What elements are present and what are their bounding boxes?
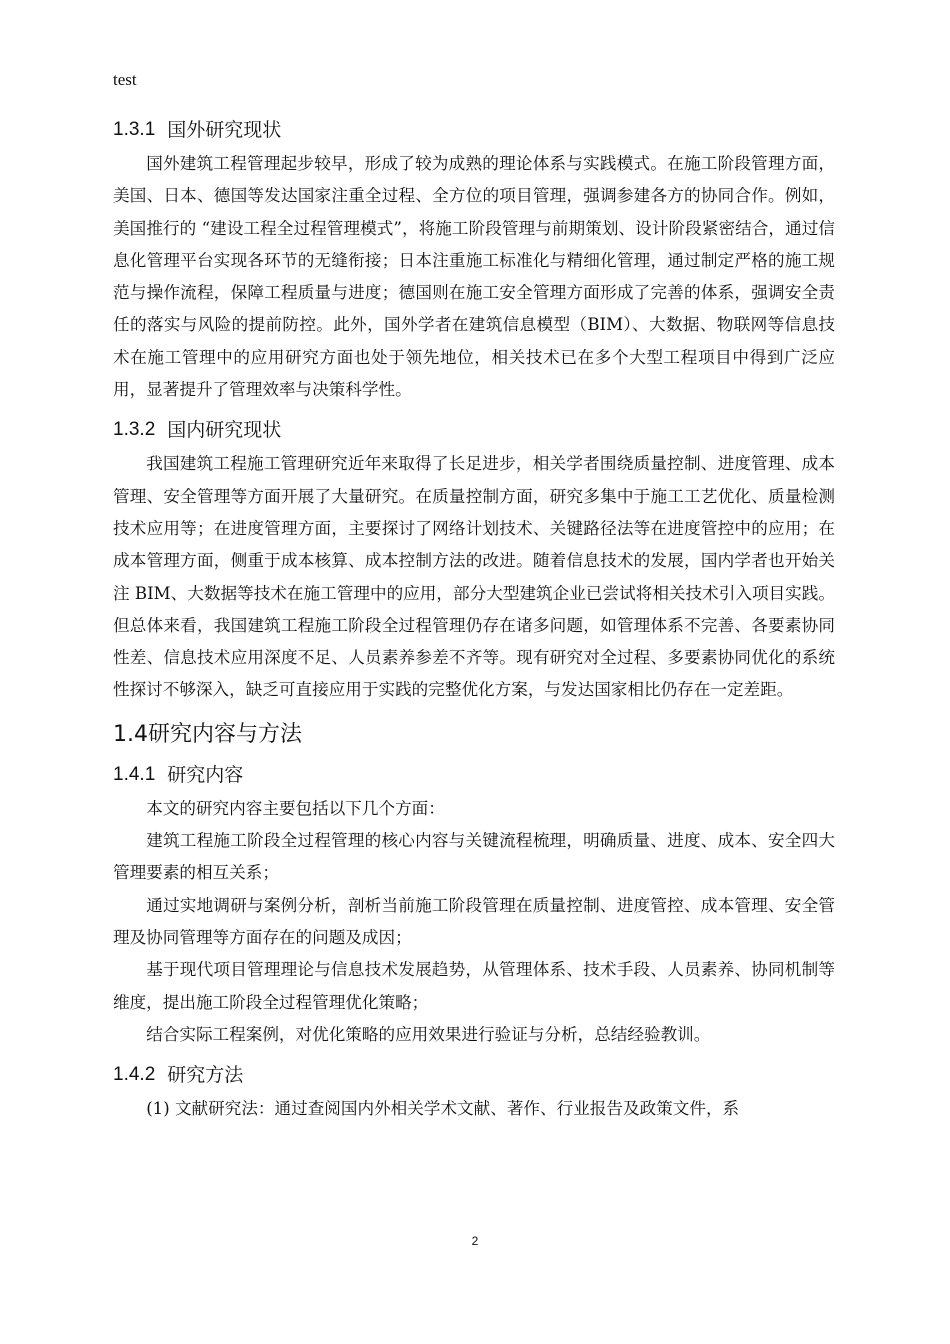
heading-title: 国内研究现状	[167, 419, 282, 442]
list-item: 建筑工程施工阶段全过程管理的核心内容与关键流程梳理，明确质量、进度、成本、安全四大管理要素的相互关系；	[113, 831, 835, 883]
heading-1-4: 1.4研究内容与方法	[113, 721, 302, 747]
heading-1-4-2	[113, 1057, 835, 1093]
heading-number: 1.3.1	[113, 119, 156, 140]
header-text: test	[113, 70, 137, 89]
document-body	[113, 112, 835, 1125]
heading-number: 1.4.2	[113, 1064, 156, 1086]
heading-number: 1.3.2	[113, 419, 156, 441]
list-item: 结合实际工程案例，对优化策略的应用效果进行验证与分析，总结经验教训。	[146, 1024, 711, 1044]
paragraph-domestic-research: 我国建筑工程施工管理研究近年来取得了长足进步，相关学者围绕质量控制、进度管理、成本管理、安全管理等方面开展了大量研究。在质量控制方面，研究多集中于施工工艺优化、质量检测技术应用等；在进度管理方面，主要探讨了网络计划技术、关键路径法等在进度管控中的应用；在成本管理方面，侧重于成本核算、成本控制方法的改进。随着信息技术的发展，国内学者也开始关注 BIM、大数据等技术在施工管理中的应用，部分大型建筑企业已尝试将相关技术引入项目实践。但总体来看，我国建筑工程施工阶段全过程管理仍存在诸多问题，如管理体系不完善、各要素协同性差、信息技术应用深度不足、人员素养参差不齐等。现有研究对全过程、多要素协同优化的系统性探讨不够深入，缺乏可直接应用于实践的完整优化方案，与发达国家相比仍存在一定差距。	[113, 454, 835, 700]
heading-title: 研究内容	[167, 763, 244, 786]
page-number: 2	[471, 1234, 479, 1248]
heading-1-3-1	[113, 112, 835, 148]
heading-title: 国外研究现状	[167, 119, 282, 141]
paragraph-research-intro: 本文的研究内容主要包括以下几个方面：	[146, 798, 445, 818]
heading-title: 研究方法	[167, 1064, 244, 1087]
heading-1-3-2	[113, 412, 835, 448]
list-item: 基于现代项目管理理论与信息技术发展趋势，从管理体系、技术手段、人员素养、协同机制等维度，提出施工阶段全过程管理优化策略；	[113, 960, 835, 1012]
heading-1-4-1	[113, 757, 835, 793]
heading-number: 1.4.1	[113, 763, 156, 785]
list-item: 通过实地调研与案例分析，剖析当前施工阶段管理在质量控制、进度管控、成本管理、安全管理及协同管理等方面存在的问题及成因；	[113, 895, 835, 947]
paragraph-foreign-research: 国外建筑工程管理起步较早，形成了较为成熟的理论体系与实践模式。在施工阶段管理方面，美国、日本、德国等发达国家注重全过程、全方位的项目管理，强调参建各方的协同合作。例如，美国推行的 “建设工程全过程管理模式”，将施工阶段管理与前期策划、设计阶段紧密结合，通过信息化管理平台实现各环节的无缝衔接；日本注重施工标准化与精细化管理，通过制定严格的施工规范与操作流程，保障工程质量与进度；德国则在施工安全管理方面形成了完善的体系，强调安全责任的落实与风险的提前防控。此外，国外学者在建筑信息模型（BIM）、大数据、物联网等信息技术在施工管理中的应用研究方面也处于领先地位，相关技术已在多个大型工程项目中得到广泛应用，显著提升了管理效率与决策科学性。	[113, 154, 835, 400]
paragraph-method-1: (1) 文献研究法：通过查阅国内外相关学术文献、著作、行业报告及政策文件，系	[146, 1099, 740, 1119]
